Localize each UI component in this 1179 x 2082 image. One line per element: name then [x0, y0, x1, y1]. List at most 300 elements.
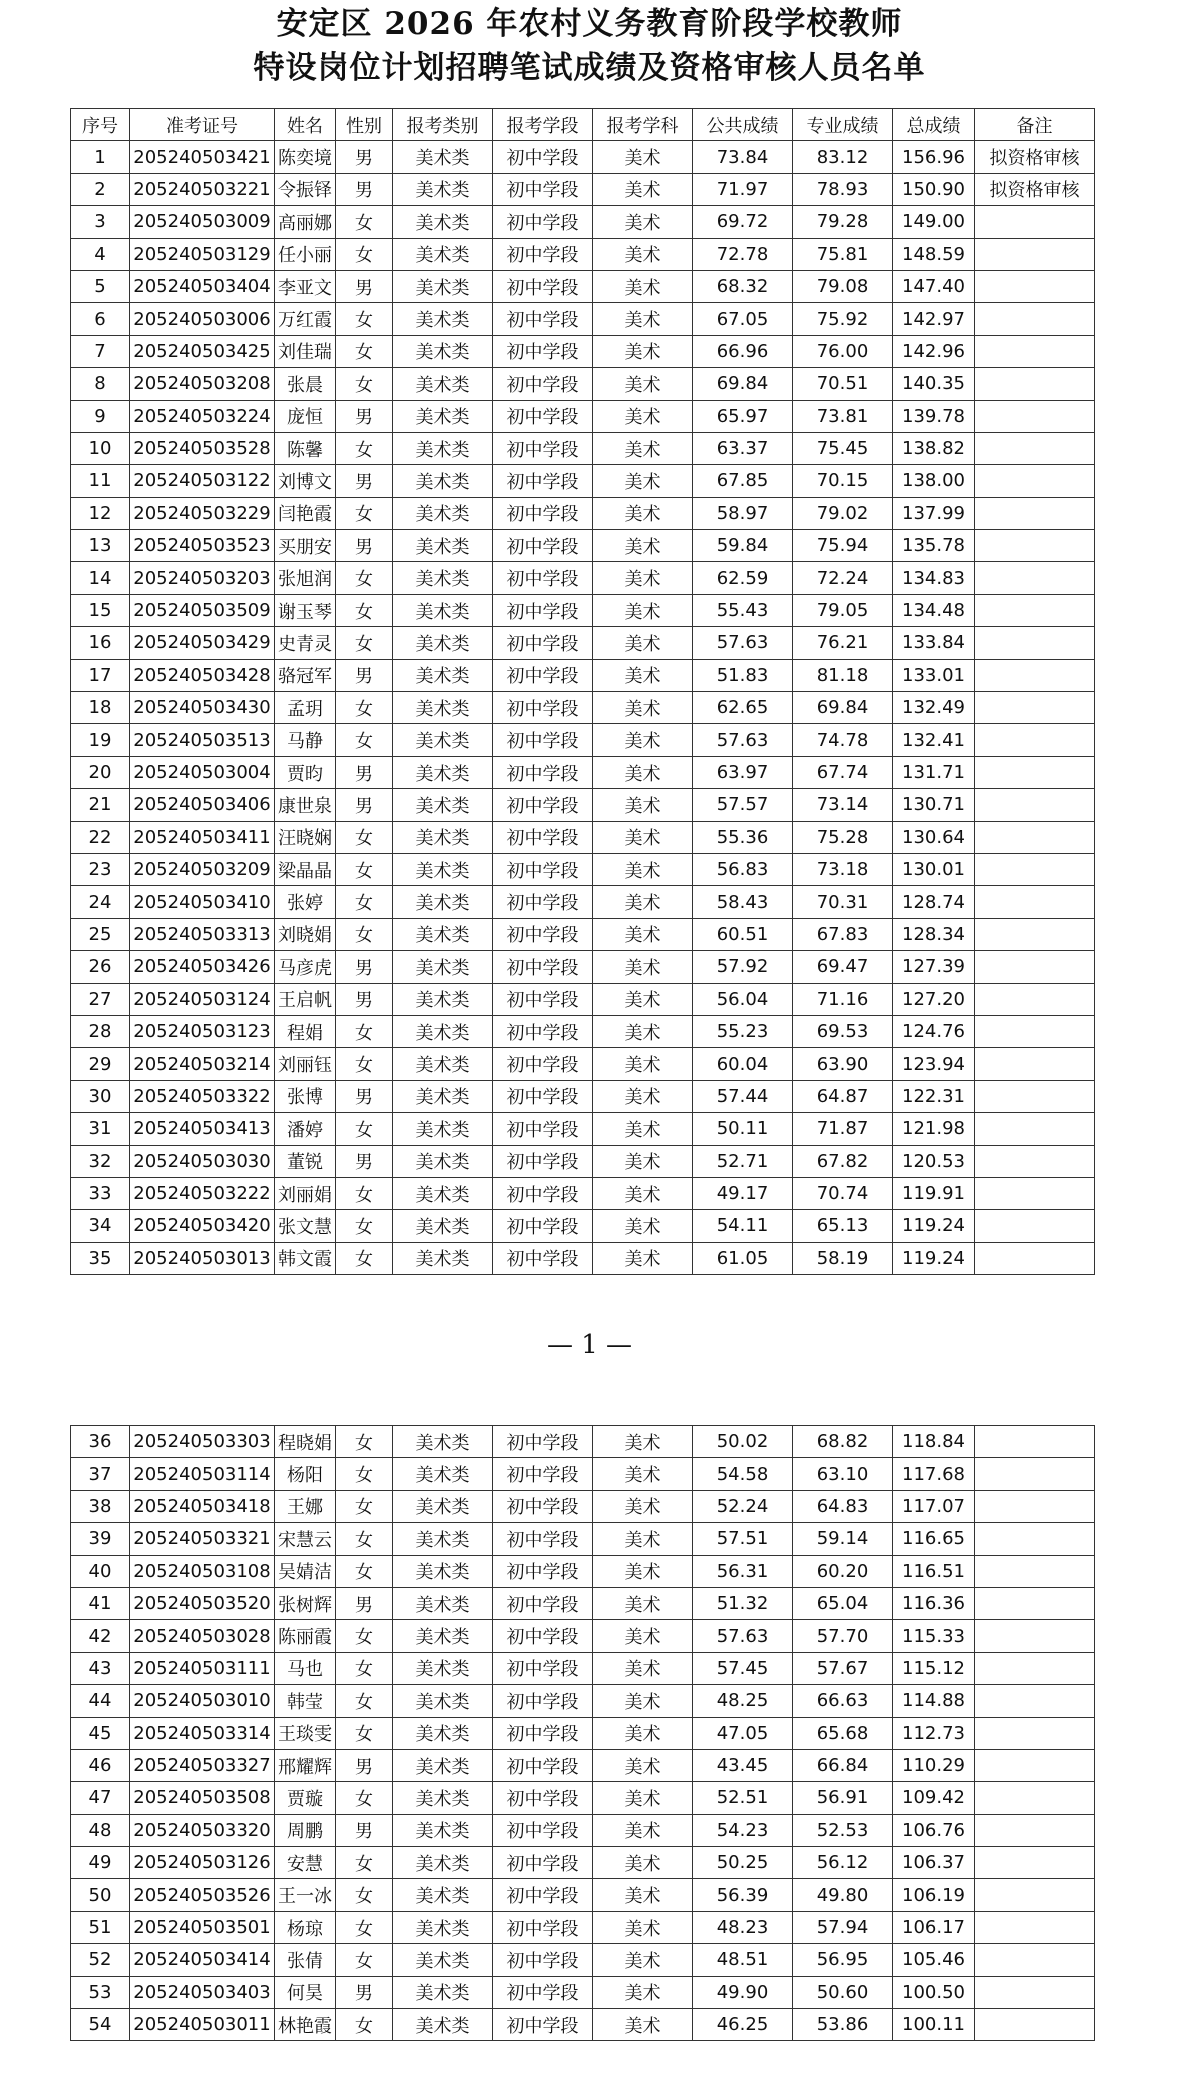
- table-cell: 女: [336, 432, 393, 464]
- table-cell: 65.68: [793, 1717, 893, 1749]
- table-cell: 75.45: [793, 432, 893, 464]
- table-cell: 张博: [275, 1080, 336, 1112]
- table-cell: [975, 692, 1095, 724]
- table-cell: 美术: [593, 1555, 693, 1587]
- table-cell: 205240503126: [130, 1847, 275, 1879]
- table-cell: [975, 497, 1095, 529]
- table-row: [71, 1458, 1095, 1490]
- table-row: [71, 1911, 1095, 1943]
- table-cell: 女: [336, 1015, 393, 1047]
- table-cell: 美术: [593, 724, 693, 756]
- table-cell: 初中学段: [493, 918, 593, 950]
- table-cell: 122.31: [893, 1080, 975, 1112]
- table-row: [71, 1015, 1095, 1047]
- table-cell: 40: [71, 1555, 130, 1587]
- table-cell: 205240503224: [130, 400, 275, 432]
- table-cell: 17: [71, 659, 130, 691]
- table-cell: 何昊: [275, 1976, 336, 2008]
- table-cell: 美术: [593, 627, 693, 659]
- table-cell: 69.84: [793, 692, 893, 724]
- table-cell: 美术类: [393, 1944, 493, 1976]
- table-cell: 33: [71, 1177, 130, 1209]
- table-cell: 美术: [593, 1814, 693, 1846]
- table-cell: 美术: [593, 497, 693, 529]
- table-row: [71, 1145, 1095, 1177]
- table-cell: [975, 1749, 1095, 1781]
- table-cell: 美术: [593, 1717, 693, 1749]
- table-cell: [975, 1242, 1095, 1274]
- table-cell: 205240503009: [130, 206, 275, 238]
- table-cell: 56.39: [693, 1879, 793, 1911]
- table-cell: 韩莹: [275, 1685, 336, 1717]
- table-cell: 118.84: [893, 1426, 975, 1458]
- table-cell: 53: [71, 1976, 130, 2008]
- table-cell: 女: [336, 1685, 393, 1717]
- table-cell: 43.45: [693, 1749, 793, 1781]
- table-cell: 美术: [593, 141, 693, 173]
- table-cell: 130.71: [893, 789, 975, 821]
- table-cell: 高丽娜: [275, 206, 336, 238]
- table-cell: 52.71: [693, 1145, 793, 1177]
- table-cell: 庞恒: [275, 400, 336, 432]
- table-cell: 李亚文: [275, 270, 336, 302]
- table-cell: 133.01: [893, 659, 975, 691]
- table-cell: 美术类: [393, 853, 493, 885]
- table-cell: 韩文霞: [275, 1242, 336, 1274]
- table-cell: [975, 368, 1095, 400]
- table-cell: 初中学段: [493, 368, 593, 400]
- table-cell: 初中学段: [493, 335, 593, 367]
- table-cell: 106.17: [893, 1911, 975, 1943]
- table-cell: 41: [71, 1587, 130, 1619]
- table-cell: 79.08: [793, 270, 893, 302]
- table-cell: 美术: [593, 1749, 693, 1781]
- table-cell: 50.11: [693, 1113, 793, 1145]
- table-cell: 110.29: [893, 1749, 975, 1781]
- table-cell: 205240503414: [130, 1944, 275, 1976]
- table-cell: 59.84: [693, 530, 793, 562]
- table-cell: 11: [71, 465, 130, 497]
- table-cell: [975, 1879, 1095, 1911]
- table-cell: 116.65: [893, 1523, 975, 1555]
- table-cell: 美术类: [393, 1210, 493, 1242]
- table-cell: 69.84: [693, 368, 793, 400]
- table-cell: 安慧: [275, 1847, 336, 1879]
- table-cell: 65.97: [693, 400, 793, 432]
- table-cell: 148.59: [893, 238, 975, 270]
- table-cell: 100.11: [893, 2009, 975, 2041]
- table-cell: 205240503209: [130, 853, 275, 885]
- table-cell: 5: [71, 270, 130, 302]
- table-cell: 初中学段: [493, 2009, 593, 2041]
- table-cell: 初中学段: [493, 756, 593, 788]
- table-cell: 205240503428: [130, 659, 275, 691]
- table-cell: 初中学段: [493, 1782, 593, 1814]
- table-cell: 男: [336, 756, 393, 788]
- table-cell: 男: [336, 1814, 393, 1846]
- table-row: [71, 1048, 1095, 1080]
- table-cell: 贾璇: [275, 1782, 336, 1814]
- table-cell: 美术: [593, 1080, 693, 1112]
- table-cell: 81.18: [793, 659, 893, 691]
- table-cell: 女: [336, 1911, 393, 1943]
- table-cell: 46.25: [693, 2009, 793, 2041]
- table-cell: 男: [336, 1749, 393, 1781]
- table-cell: 205240503523: [130, 530, 275, 562]
- table-cell: 美术: [593, 1944, 693, 1976]
- table-cell: 56.91: [793, 1782, 893, 1814]
- table-cell: 67.83: [793, 918, 893, 950]
- table-cell: 美术: [593, 1523, 693, 1555]
- table-cell: 美术: [593, 432, 693, 464]
- table-cell: 47.05: [693, 1717, 793, 1749]
- table-cell: 6: [71, 303, 130, 335]
- table-cell: 205240503508: [130, 1782, 275, 1814]
- table-cell: 张文慧: [275, 1210, 336, 1242]
- table-cell: 美术: [593, 1048, 693, 1080]
- table-cell: [975, 1814, 1095, 1846]
- table-row: [71, 303, 1095, 335]
- table-cell: 美术类: [393, 886, 493, 918]
- table-cell: 女: [336, 335, 393, 367]
- column-header: 报考类别: [393, 109, 493, 141]
- table-row: [71, 1944, 1095, 1976]
- table-cell: 66.84: [793, 1749, 893, 1781]
- table-cell: 57.44: [693, 1080, 793, 1112]
- table-cell: 45: [71, 1717, 130, 1749]
- table-cell: 美术: [593, 1879, 693, 1911]
- table-cell: 150.90: [893, 173, 975, 205]
- table-cell: 初中学段: [493, 206, 593, 238]
- table-cell: 初中学段: [493, 270, 593, 302]
- table-cell: 205240503526: [130, 1879, 275, 1911]
- table-row: [71, 1113, 1095, 1145]
- table-cell: 106.37: [893, 1847, 975, 1879]
- table-cell: 男: [336, 530, 393, 562]
- table-cell: [975, 1587, 1095, 1619]
- table-cell: 初中学段: [493, 1426, 593, 1458]
- table-cell: [975, 562, 1095, 594]
- table-cell: 63.97: [693, 756, 793, 788]
- table-cell: 美术类: [393, 1015, 493, 1047]
- table-cell: 美术类: [393, 497, 493, 529]
- table-cell: 71.97: [693, 173, 793, 205]
- table-cell: 205240503314: [130, 1717, 275, 1749]
- table-cell: 54.23: [693, 1814, 793, 1846]
- table-cell: 女: [336, 853, 393, 885]
- table-cell: 初中学段: [493, 1080, 593, 1112]
- table-cell: 205240503123: [130, 1015, 275, 1047]
- table-cell: [975, 1717, 1095, 1749]
- table-cell: 57.45: [693, 1652, 793, 1684]
- table-cell: [975, 400, 1095, 432]
- table-cell: 48: [71, 1814, 130, 1846]
- table-cell: 36: [71, 1426, 130, 1458]
- table-cell: 骆冠军: [275, 659, 336, 691]
- table-cell: 美术类: [393, 1242, 493, 1274]
- table-cell: 拟资格审核: [975, 141, 1095, 173]
- table-cell: 初中学段: [493, 1048, 593, 1080]
- table-cell: [975, 1555, 1095, 1587]
- table-cell: 初中学段: [493, 1847, 593, 1879]
- table-cell: 陈馨: [275, 432, 336, 464]
- table-cell: 79.05: [793, 594, 893, 626]
- table-cell: 18: [71, 692, 130, 724]
- table-cell: 48.51: [693, 1944, 793, 1976]
- table-cell: 美术: [593, 692, 693, 724]
- table-cell: 男: [336, 659, 393, 691]
- table-cell: [975, 659, 1095, 691]
- table-cell: 205240503114: [130, 1458, 275, 1490]
- table-cell: 美术类: [393, 1490, 493, 1522]
- table-cell: 美术: [593, 756, 693, 788]
- table-row: [71, 594, 1095, 626]
- table-cell: 初中学段: [493, 659, 593, 691]
- table-cell: 美术: [593, 206, 693, 238]
- table-cell: 8: [71, 368, 130, 400]
- table-row: [71, 173, 1095, 205]
- table-cell: 205240503513: [130, 724, 275, 756]
- table-cell: 美术类: [393, 465, 493, 497]
- table-row: [71, 821, 1095, 853]
- table-cell: 美术类: [393, 2009, 493, 2041]
- table-cell: [975, 627, 1095, 659]
- table-cell: [975, 2009, 1095, 2041]
- table-cell: 67.85: [693, 465, 793, 497]
- table-cell: 美术类: [393, 173, 493, 205]
- column-header: 准考证号: [130, 109, 275, 141]
- table-cell: 男: [336, 1976, 393, 2008]
- table-cell: 123.94: [893, 1048, 975, 1080]
- table-cell: 132.49: [893, 692, 975, 724]
- table-cell: 美术类: [393, 1458, 493, 1490]
- table-cell: [975, 1177, 1095, 1209]
- table-cell: 美术类: [393, 1113, 493, 1145]
- table-cell: 52.51: [693, 1782, 793, 1814]
- table-cell: 初中学段: [493, 1879, 593, 1911]
- table-cell: 买朋安: [275, 530, 336, 562]
- table-row: [71, 983, 1095, 1015]
- table-cell: 张树辉: [275, 1587, 336, 1619]
- table-cell: 205240503429: [130, 627, 275, 659]
- table-cell: [975, 1652, 1095, 1684]
- column-header: 报考学科: [593, 109, 693, 141]
- table-cell: 马静: [275, 724, 336, 756]
- table-cell: 205240503430: [130, 692, 275, 724]
- table-cell: 4: [71, 238, 130, 270]
- table-row: [71, 853, 1095, 885]
- table-cell: [975, 1490, 1095, 1522]
- table-cell: 140.35: [893, 368, 975, 400]
- column-header: 姓名: [275, 109, 336, 141]
- table-cell: 美术类: [393, 1976, 493, 2008]
- table-cell: 美术类: [393, 1814, 493, 1846]
- table-cell: 47: [71, 1782, 130, 1814]
- table-cell: 205240503111: [130, 1652, 275, 1684]
- table-cell: 初中学段: [493, 789, 593, 821]
- table-cell: 12: [71, 497, 130, 529]
- table-cell: [975, 918, 1095, 950]
- table-row: [71, 692, 1095, 724]
- table-cell: 39: [71, 1523, 130, 1555]
- table-cell: 张旭润: [275, 562, 336, 594]
- table-cell: 205240503124: [130, 983, 275, 1015]
- table-cell: [975, 1847, 1095, 1879]
- table-cell: 美术: [593, 1426, 693, 1458]
- table-cell: 宋慧云: [275, 1523, 336, 1555]
- table-cell: 美术类: [393, 692, 493, 724]
- table-cell: 美术: [593, 562, 693, 594]
- table-cell: 初中学段: [493, 465, 593, 497]
- table-cell: 女: [336, 1426, 393, 1458]
- table-cell: 美术类: [393, 1652, 493, 1684]
- table-row: [71, 789, 1095, 821]
- table-cell: 205240503222: [130, 1177, 275, 1209]
- table-cell: 139.78: [893, 400, 975, 432]
- table-cell: 美术: [593, 1210, 693, 1242]
- table-row: [71, 1587, 1095, 1619]
- table-cell: 23: [71, 853, 130, 885]
- table-cell: 132.41: [893, 724, 975, 756]
- table-cell: 美术类: [393, 530, 493, 562]
- table-cell: 女: [336, 238, 393, 270]
- table-cell: 205240503303: [130, 1426, 275, 1458]
- table-cell: 初中学段: [493, 1587, 593, 1619]
- table-cell: 34: [71, 1210, 130, 1242]
- table-cell: 美术: [593, 400, 693, 432]
- table-cell: 79.28: [793, 206, 893, 238]
- table-cell: 76.00: [793, 335, 893, 367]
- table-row: [71, 1426, 1095, 1458]
- table-cell: 初中学段: [493, 173, 593, 205]
- table-cell: 初中学段: [493, 141, 593, 173]
- table-cell: [975, 886, 1095, 918]
- table-row: [71, 238, 1095, 270]
- table-cell: 14: [71, 562, 130, 594]
- table-cell: 205240503426: [130, 951, 275, 983]
- table-cell: 初中学段: [493, 1458, 593, 1490]
- table-cell: [975, 756, 1095, 788]
- table-cell: 美术类: [393, 594, 493, 626]
- table-cell: 22: [71, 821, 130, 853]
- table-cell: 10: [71, 432, 130, 464]
- table-row: [71, 1847, 1095, 1879]
- table-row: [71, 724, 1095, 756]
- table-cell: 205240503208: [130, 368, 275, 400]
- table-cell: 205240503004: [130, 756, 275, 788]
- table-cell: 初中学段: [493, 1620, 593, 1652]
- table-cell: 女: [336, 1847, 393, 1879]
- table-cell: 女: [336, 821, 393, 853]
- table-cell: 75.94: [793, 530, 893, 562]
- table-row: [71, 918, 1095, 950]
- table-cell: 美术: [593, 335, 693, 367]
- table-cell: 林艳霞: [275, 2009, 336, 2041]
- table-cell: 美术类: [393, 1749, 493, 1781]
- table-cell: 121.98: [893, 1113, 975, 1145]
- table-cell: 美术类: [393, 1620, 493, 1652]
- table-cell: 62.59: [693, 562, 793, 594]
- table-cell: 男: [336, 789, 393, 821]
- table-cell: 美术类: [393, 821, 493, 853]
- table-cell: 205240503403: [130, 1976, 275, 2008]
- table-cell: 初中学段: [493, 1177, 593, 1209]
- table-cell: 55.23: [693, 1015, 793, 1047]
- table-cell: 205240503108: [130, 1555, 275, 1587]
- table-cell: 美术类: [393, 562, 493, 594]
- table-cell: [975, 594, 1095, 626]
- table-cell: 138.82: [893, 432, 975, 464]
- table-cell: 57.94: [793, 1911, 893, 1943]
- table-cell: 男: [336, 1080, 393, 1112]
- table-cell: 初中学段: [493, 1523, 593, 1555]
- table-cell: 初中学段: [493, 1944, 593, 1976]
- column-header: 报考学段: [493, 109, 593, 141]
- table-cell: 205240503509: [130, 594, 275, 626]
- table-cell: 73.14: [793, 789, 893, 821]
- table-cell: 69.72: [693, 206, 793, 238]
- table-cell: 初中学段: [493, 983, 593, 1015]
- table-cell: 115.33: [893, 1620, 975, 1652]
- table-cell: 117.68: [893, 1458, 975, 1490]
- table-cell: 105.46: [893, 1944, 975, 1976]
- table-cell: 57.67: [793, 1652, 893, 1684]
- table-cell: 孟玥: [275, 692, 336, 724]
- table-cell: 初中学段: [493, 1685, 593, 1717]
- table-cell: 15: [71, 594, 130, 626]
- table-cell: 57.51: [693, 1523, 793, 1555]
- table-cell: 205240503010: [130, 1685, 275, 1717]
- table-cell: 女: [336, 1458, 393, 1490]
- table-cell: 美术类: [393, 724, 493, 756]
- table-cell: 汪晓娴: [275, 821, 336, 853]
- table-cell: 114.88: [893, 1685, 975, 1717]
- table-cell: 美术类: [393, 335, 493, 367]
- table-cell: 女: [336, 594, 393, 626]
- table-cell: 58.19: [793, 1242, 893, 1274]
- table-cell: 127.39: [893, 951, 975, 983]
- table-cell: 周鹏: [275, 1814, 336, 1846]
- table-cell: 51: [71, 1911, 130, 1943]
- table-cell: 124.76: [893, 1015, 975, 1047]
- table-cell: [975, 465, 1095, 497]
- table-cell: 205240503013: [130, 1242, 275, 1274]
- table-cell: 74.78: [793, 724, 893, 756]
- table-cell: 205240503322: [130, 1080, 275, 1112]
- table-cell: 38: [71, 1490, 130, 1522]
- table-cell: 王一冰: [275, 1879, 336, 1911]
- table-cell: 美术: [593, 1113, 693, 1145]
- table-cell: 61.05: [693, 1242, 793, 1274]
- table-cell: 70.31: [793, 886, 893, 918]
- table-cell: 男: [336, 141, 393, 173]
- table-cell: 女: [336, 1048, 393, 1080]
- table-cell: 52.53: [793, 1814, 893, 1846]
- table-cell: 134.48: [893, 594, 975, 626]
- table-cell: 美术: [593, 789, 693, 821]
- table-cell: 王娜: [275, 1490, 336, 1522]
- table-cell: 138.00: [893, 465, 975, 497]
- table-cell: 王启帆: [275, 983, 336, 1015]
- table-cell: 史青灵: [275, 627, 336, 659]
- table-cell: 9: [71, 400, 130, 432]
- table-cell: 初中学段: [493, 1749, 593, 1781]
- table-cell: 初中学段: [493, 432, 593, 464]
- table-cell: 134.83: [893, 562, 975, 594]
- table-cell: 初中学段: [493, 1814, 593, 1846]
- document-title-line2: 特设岗位计划招聘笔试成绩及资格审核人员名单: [253, 50, 926, 86]
- table-cell: [975, 1620, 1095, 1652]
